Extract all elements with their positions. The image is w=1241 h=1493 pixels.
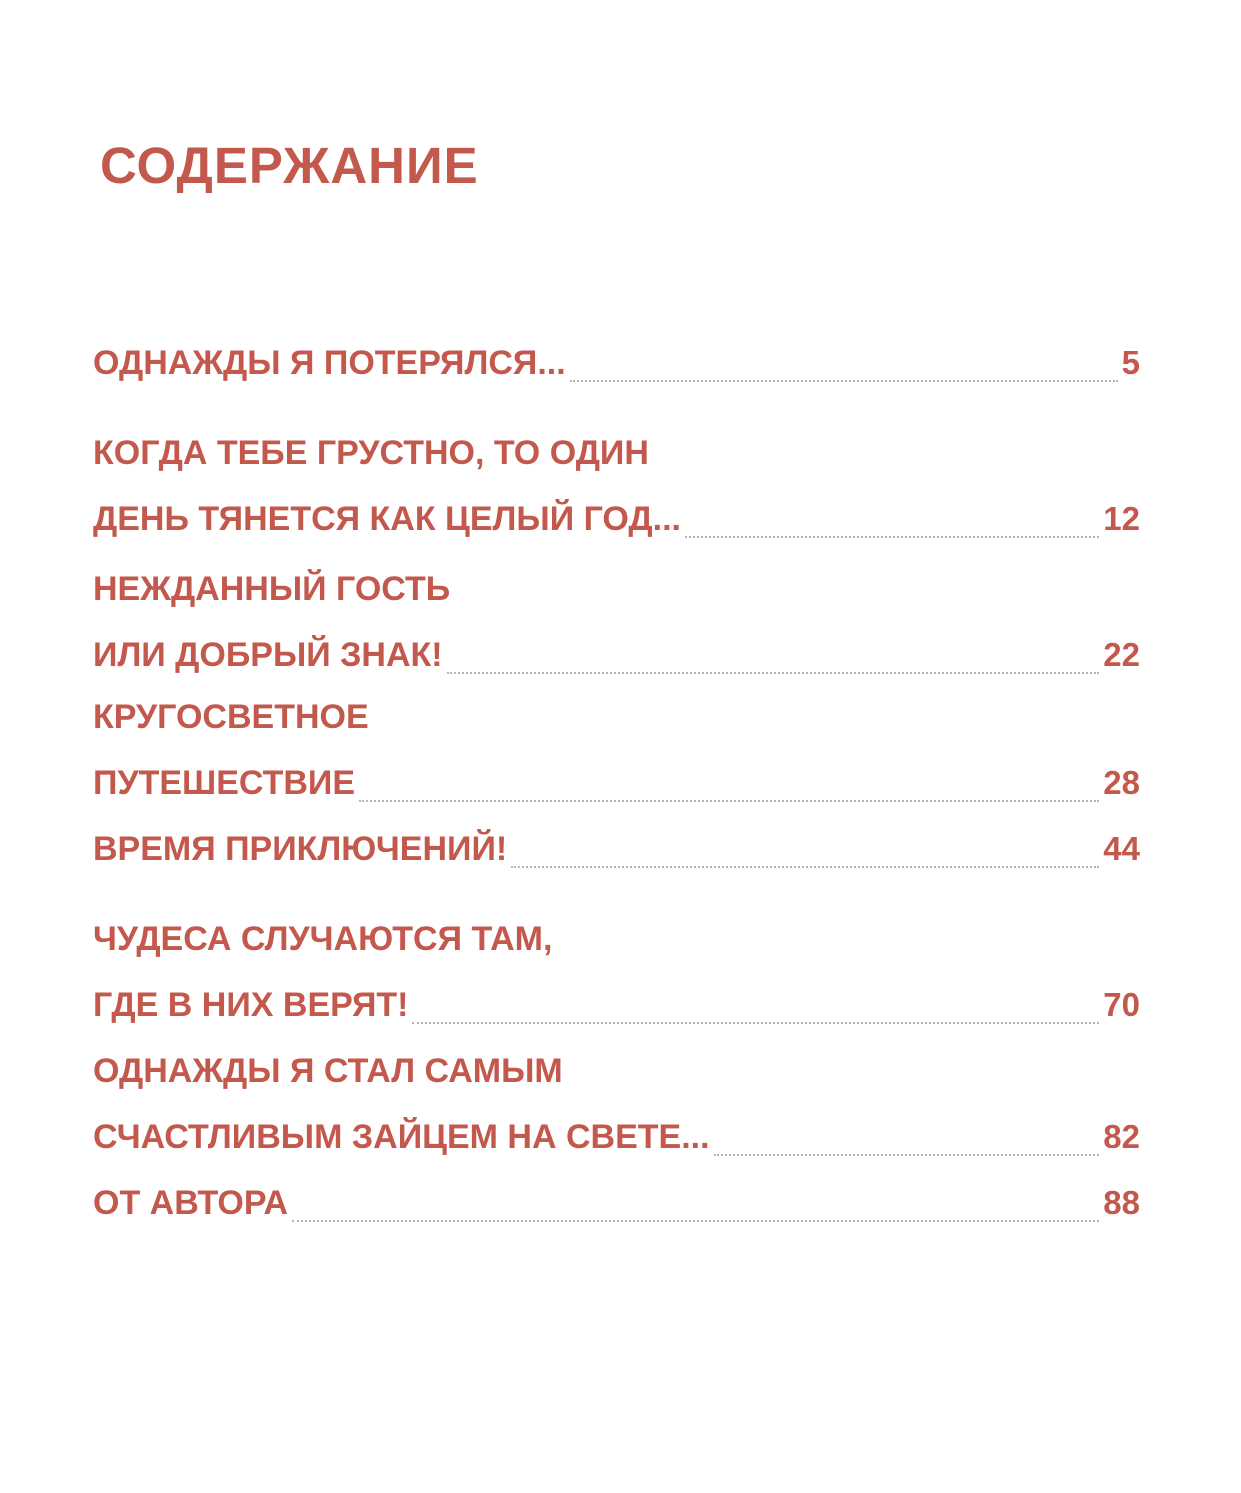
page-title: СОДЕРЖАНИЕ <box>100 137 479 194</box>
dot-leader <box>685 535 1099 538</box>
toc-entry-title-line1: КОГДА ТЕБЕ ГРУСТНО, ТО ОДИН <box>93 434 649 472</box>
toc-entry[interactable] <box>93 556 1140 688</box>
toc-entry-page: 5 <box>1121 344 1140 381</box>
toc-entry-page: 44 <box>1103 830 1140 867</box>
toc-entry-title-line1: ОДНАЖДЫ Я СТАЛ САМЫМ <box>93 1052 563 1090</box>
toc-entry-page: 12 <box>1103 500 1140 537</box>
dot-leader <box>714 1153 1100 1156</box>
toc-entry-title: ВРЕМЯ ПРИКЛЮЧЕНИЙ! <box>93 830 508 868</box>
toc-entry-page: 88 <box>1103 1184 1140 1221</box>
toc-entry-title-line2: ДЕНЬ ТЯНЕТСЯ КАК ЦЕЛЫЙ ГОД... <box>93 500 681 538</box>
toc-entry-title: ОДНАЖДЫ Я ПОТЕРЯЛСЯ... <box>93 344 566 382</box>
dot-leader <box>359 799 1099 802</box>
toc-entry-page: 28 <box>1103 764 1140 801</box>
toc-entry[interactable] <box>93 1170 1140 1236</box>
toc-entry-page: 70 <box>1103 986 1140 1023</box>
toc-entry[interactable] <box>93 906 1140 1038</box>
toc-entry[interactable] <box>93 1038 1140 1170</box>
toc-entry-title-line1: КРУГОСВЕТНОЕ <box>93 698 369 736</box>
toc-entry-title: ОТ АВТОРА <box>93 1184 289 1222</box>
toc-entry-title-line1: ЧУДЕСА СЛУЧАЮТСЯ ТАМ, <box>93 920 553 958</box>
toc-entry-title-line2: СЧАСТЛИВЫМ ЗАЙЦЕМ НА СВЕТЕ... <box>93 1118 710 1156</box>
toc-entry[interactable] <box>93 330 1140 396</box>
toc-entry-page: 22 <box>1103 636 1140 673</box>
toc-entry-title-line2: ГДЕ В НИХ ВЕРЯТ! <box>93 986 409 1024</box>
dot-leader <box>292 1219 1099 1222</box>
dot-leader <box>570 379 1118 382</box>
dot-leader <box>511 865 1099 868</box>
toc-entry-page: 82 <box>1103 1118 1140 1155</box>
dot-leader <box>447 671 1100 674</box>
toc-entry-title-line1: НЕЖДАННЫЙ ГОСТЬ <box>93 570 451 608</box>
toc-entry-title-line2: ПУТЕШЕСТВИЕ <box>93 764 356 802</box>
toc-entry[interactable] <box>93 816 1140 882</box>
toc-entry-title-line2: ИЛИ ДОБРЫЙ ЗНАК! <box>93 636 443 674</box>
dot-leader <box>412 1021 1099 1024</box>
toc-entry[interactable] <box>93 684 1140 816</box>
toc-entry[interactable] <box>93 420 1140 552</box>
